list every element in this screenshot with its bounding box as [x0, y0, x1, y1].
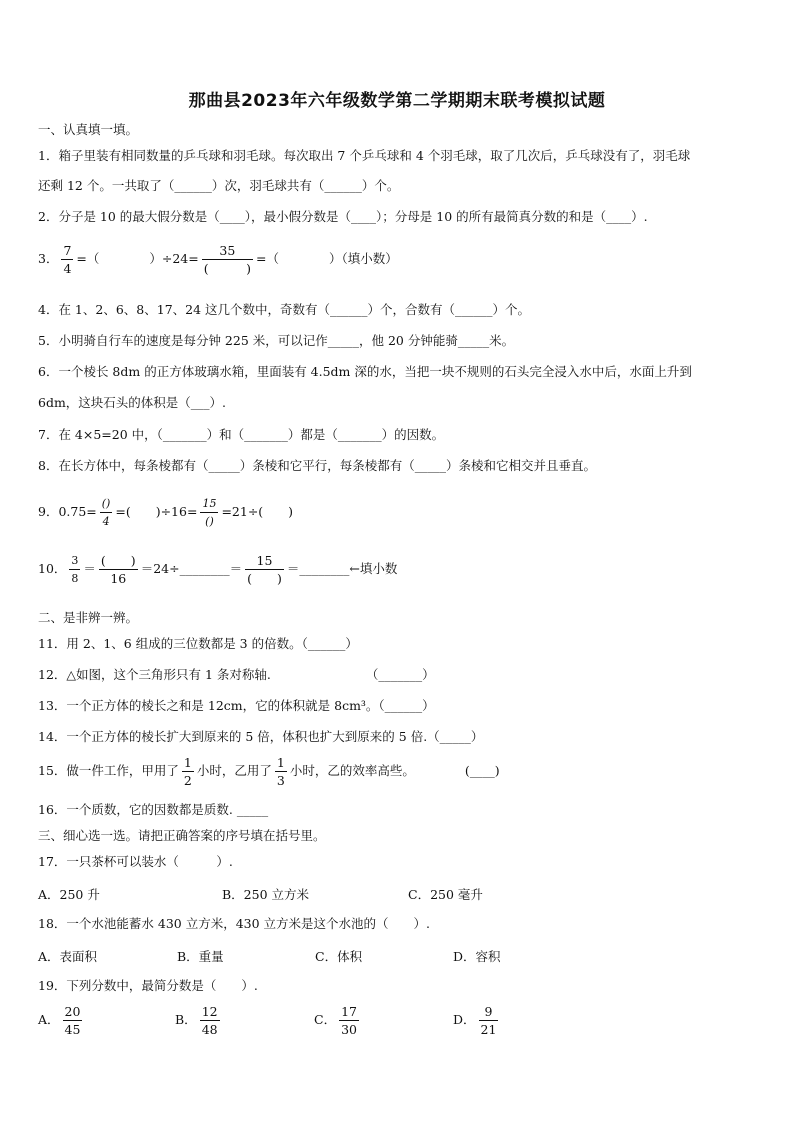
- question-2: 2．分子是 10 的最大假分数是（____），最小假分数是（____）；分母是 10 的所有最简真分数的和是（____）.: [38, 209, 648, 224]
- answer-blank: （_______）: [365, 667, 435, 682]
- question-19-option-b[interactable]: [175, 1004, 223, 1037]
- fraction: [99, 553, 138, 586]
- question-17-option-a[interactable]: A．250 升: [38, 887, 100, 902]
- question-18-stem: 18．一个水池能蓄水 430 立方米，430 立方米是这个水池的（ ）.: [38, 916, 431, 931]
- question-19-option-d[interactable]: [453, 1004, 501, 1037]
- section-3-heading: 三、细心选一选。请把正确答案的序号填在括号里。: [38, 828, 326, 843]
- denominator: ( ): [247, 571, 282, 586]
- question-3-tail: =（ ）（填小数）: [256, 251, 398, 266]
- denominator: 4: [102, 515, 110, 528]
- question-17-option-b[interactable]: B．250 立方米: [222, 887, 310, 902]
- fraction: [200, 1004, 220, 1037]
- fraction: [63, 1004, 83, 1037]
- question-9-text: =( )÷16=: [115, 504, 198, 519]
- denominator: 21: [480, 1022, 497, 1037]
- fraction: [275, 755, 287, 788]
- denominator: 8: [71, 572, 79, 585]
- question-19-option-a[interactable]: [38, 1004, 85, 1037]
- question-3-number: 3．: [38, 251, 59, 266]
- question-15-text: 小时，乙用了: [196, 763, 272, 778]
- denominator: 3: [276, 773, 285, 788]
- numerator: (): [100, 496, 113, 513]
- question-18-option-d[interactable]: D．容积: [453, 949, 501, 964]
- option-label: C．: [314, 1012, 337, 1027]
- denominator: 30: [341, 1022, 357, 1037]
- question-15-text: 小时，乙的效率高些。: [289, 763, 415, 778]
- question-10: [38, 553, 397, 586]
- question-10-number: 10．: [38, 561, 67, 576]
- question-12-text: 12．△如图，这个三角形只有 1 条对称轴.: [38, 667, 271, 682]
- numerator: 1: [183, 755, 192, 770]
- fraction: [200, 496, 218, 529]
- denominator: 45: [64, 1022, 81, 1037]
- question-3-text: =（ ）÷24=: [76, 251, 199, 266]
- denominator: ( ): [203, 261, 251, 276]
- question-17-stem: 17．一只茶杯可以装水（ ）.: [38, 854, 233, 869]
- denominator: (): [205, 515, 214, 528]
- denominator: 48: [201, 1022, 218, 1037]
- question-18-option-b[interactable]: B．重量: [177, 949, 224, 964]
- question-12: [38, 667, 435, 683]
- question-9-number: 9．0.75=: [38, 504, 97, 519]
- question-16: 16．一个质数，它的因数都是质数. _____: [38, 802, 269, 817]
- numerator: 9: [479, 1004, 499, 1021]
- denominator: 4: [63, 261, 72, 276]
- question-19-option-c[interactable]: [314, 1004, 362, 1037]
- question-8: 8．在长方体中，每条棱都有（_____）条棱和它平行，每条棱都有（_____）条棱和它相交并且垂直。: [38, 458, 596, 473]
- numerator: 15: [245, 553, 284, 570]
- fraction: [61, 243, 73, 276]
- question-10-tail: ＝________←填小数: [286, 561, 398, 576]
- denominator: 16: [110, 571, 127, 586]
- question-15: [38, 755, 500, 788]
- question-10-text: ＝24÷________＝: [140, 561, 243, 576]
- numerator: 17: [341, 1004, 357, 1019]
- page-title: 那曲县2023年六年级数学第二学期期末联考模拟试题: [188, 91, 606, 111]
- option-label: A．: [38, 1012, 60, 1027]
- question-3: [38, 243, 398, 276]
- numerator: 35: [202, 243, 253, 260]
- question-13: 13．一个正方体的棱长之和是 12cm，它的体积就是 8cm³。（______）: [38, 698, 435, 713]
- question-17-option-c[interactable]: C．250 毫升: [408, 887, 483, 902]
- question-6-line-2: 6dm，这块石头的体积是（___）.: [38, 395, 227, 410]
- denominator: 2: [183, 773, 192, 788]
- question-14: 14．一个正方体的棱长扩大到原来的 5 倍，体积也扩大到原来的 5 倍.（_____）: [38, 729, 484, 744]
- question-9: [38, 496, 293, 529]
- question-5: 5．小明骑自行车的速度是每分钟 225 米，可以记作_____，他 20 分钟能骑_____米。: [38, 333, 515, 348]
- fraction: [245, 553, 284, 586]
- question-7: 7．在 4×5=20 中，（_______）和（_______）都是（_______）的因数。: [38, 427, 445, 442]
- fraction: [182, 755, 194, 788]
- numerator: 20: [64, 1004, 81, 1019]
- fraction: [100, 496, 113, 529]
- option-label: D．: [453, 1012, 476, 1027]
- question-1-line-1: 1．箱子里装有相同数量的乒乓球和羽毛球。每次取出 7 个乒乓球和 4 个羽毛球，取了几次后，乒乓球没有了，羽毛球: [38, 148, 691, 163]
- question-9-tail: =21÷( ): [221, 504, 294, 519]
- question-1-line-2: 还剩 12 个。一共取了（______）次，羽毛球共有（______）个。: [38, 178, 400, 193]
- equals-sign: ＝: [83, 561, 96, 576]
- fraction: [339, 1004, 359, 1037]
- numerator: 7: [63, 243, 72, 258]
- question-15-text: 15．做一件工作，甲用了: [38, 763, 179, 778]
- answer-blank: (____): [464, 763, 500, 778]
- fraction: [479, 1004, 499, 1037]
- numerator: ( ): [100, 553, 136, 568]
- question-6-line-1: 6．一个棱长 8dm 的正方体玻璃水箱，里面装有 4.5dm 深的水，当把一块不规则的石头完全浸入水中后，水面上升到: [38, 364, 692, 379]
- numerator: 3: [69, 553, 80, 570]
- numerator: 15: [200, 496, 218, 513]
- fraction: [69, 553, 80, 586]
- fraction: [202, 243, 253, 276]
- section-2-heading: 二、是非辨一辨。: [38, 610, 139, 625]
- numerator: 1: [276, 755, 285, 770]
- question-18-option-c[interactable]: C．体积: [315, 949, 363, 964]
- question-11: 11．用 2、1、6 组成的三位数都是 3 的倍数。（______）: [38, 636, 358, 651]
- question-19-stem: 19．下列分数中，最简分数是（ ）.: [38, 978, 258, 993]
- option-label: B．: [175, 1012, 197, 1027]
- numerator: 12: [201, 1004, 218, 1019]
- section-1-heading: 一、认真填一填。: [38, 122, 139, 137]
- question-18-option-a[interactable]: A．表面积: [38, 949, 98, 964]
- question-4: 4．在 1、2、6、8、17、24 这几个数中，奇数有（______）个，合数有（______）个。: [38, 302, 531, 317]
